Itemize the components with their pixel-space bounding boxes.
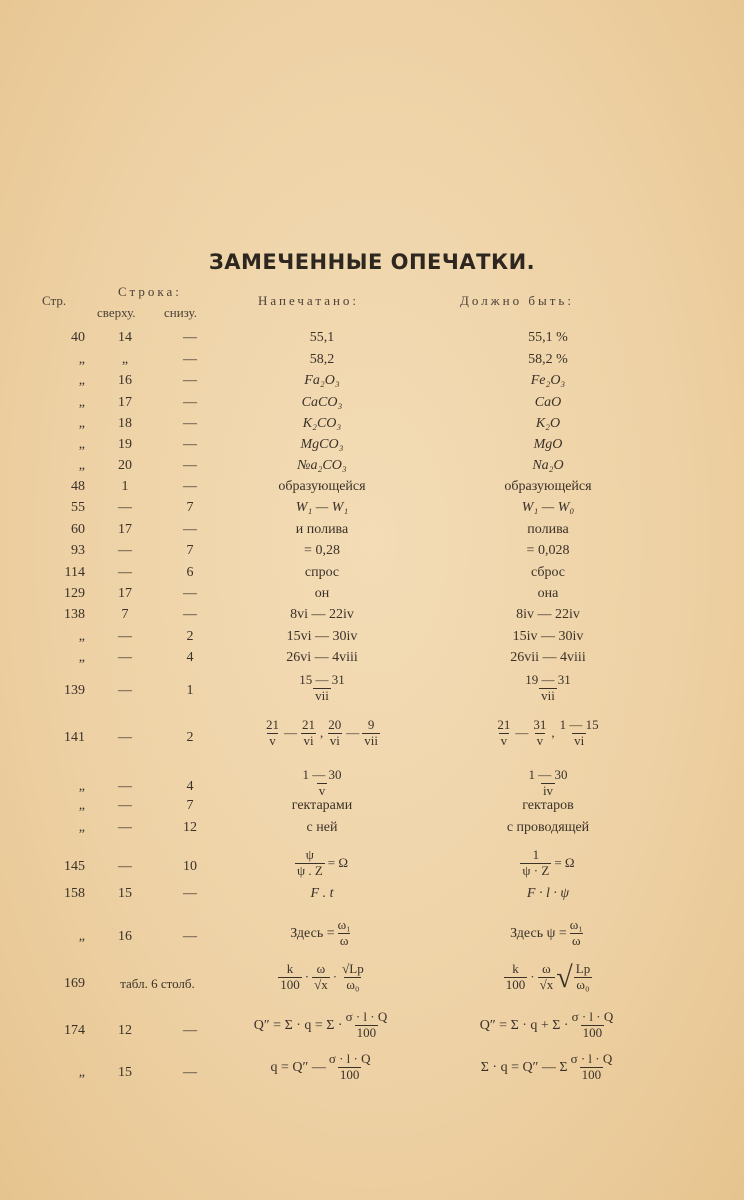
line-from-bottom: 12 — [183, 820, 197, 835]
errata-row — [0, 918, 744, 956]
line-from-top: 7 — [121, 607, 129, 622]
line-from-bottom: — — [183, 929, 197, 944]
correct-text — [432, 962, 664, 993]
fraction-denominator: ψ . Z — [296, 862, 323, 878]
line-from-top: 17 — [118, 395, 132, 410]
operator: = Ω — [327, 855, 349, 871]
line-from-top: 15 — [118, 886, 132, 901]
fraction — [301, 768, 344, 799]
printed-text — [222, 673, 422, 704]
errata-row — [0, 1052, 744, 1094]
line-from-top: 15 — [118, 1065, 132, 1080]
operator: = Ω — [554, 855, 575, 871]
fraction-denominator: vii — [364, 732, 378, 748]
correct-text: гектаров — [522, 798, 574, 813]
printed-text: = 0,28 — [304, 543, 340, 558]
page-number: 55 — [71, 500, 85, 515]
errata-row — [0, 796, 744, 816]
page-number: 60 — [71, 522, 85, 537]
errata-row — [0, 1010, 744, 1052]
correct-text — [432, 718, 664, 749]
line-from-bottom: — — [183, 479, 197, 494]
fraction-numerator: 31 — [533, 717, 547, 732]
fraction — [327, 1052, 373, 1083]
line-from-top: — — [118, 859, 132, 874]
line-from-bottom: — — [183, 373, 197, 388]
errata-row — [0, 520, 744, 540]
errata-row — [0, 605, 744, 625]
fraction-numerator: k — [286, 961, 294, 976]
correct-text: Fe₂O₃ — [530, 373, 566, 388]
printed-fraction — [296, 672, 348, 703]
fraction — [340, 962, 366, 993]
fraction-numerator: ω₁ — [569, 917, 583, 932]
line-from-bottom: — — [183, 395, 197, 410]
line-from-top: 17 — [118, 522, 132, 537]
line-from-top: 1 — [121, 479, 129, 494]
line-from-top: — — [118, 629, 132, 644]
operator: — — [515, 725, 529, 741]
errata-row — [0, 962, 744, 1006]
correct-text: сброс — [530, 565, 566, 580]
printed-text: и полива — [295, 522, 349, 537]
printed-text: образующейся — [278, 479, 366, 494]
header-printed: Напечатано: — [258, 293, 360, 308]
printed-text: 15vi — 30iv — [286, 629, 358, 644]
correct-fraction — [526, 767, 571, 798]
fraction — [264, 718, 281, 749]
page-number: 145 — [64, 859, 85, 874]
fraction-numerator: σ · l · Q — [571, 1009, 614, 1024]
fraction — [568, 918, 585, 949]
errata-row — [0, 648, 744, 668]
correct-text: Na₂O — [532, 458, 564, 473]
fraction-denominator: ω — [339, 932, 349, 948]
correct-expression — [510, 917, 586, 948]
fraction-denominator: v — [536, 732, 544, 748]
fraction-denominator: 100 — [505, 976, 526, 992]
expression-text: Q″ = Σ · q = Σ · — [253, 1017, 343, 1033]
fraction — [278, 962, 302, 993]
fraction-denominator: vii — [541, 687, 555, 703]
fraction-denominator: 100 — [339, 1066, 360, 1082]
page-number: 48 — [71, 479, 85, 494]
line-from-bottom: 1 — [186, 683, 194, 698]
fraction-denominator: vi — [303, 732, 314, 748]
errata-row — [0, 350, 744, 370]
line-from-bottom: 7 — [186, 798, 194, 813]
page-number: „ — [78, 373, 85, 388]
line-from-bottom: — — [183, 886, 197, 901]
line-from-top: — — [118, 543, 132, 558]
line-from-top: — — [118, 820, 132, 835]
errata-row — [0, 627, 744, 647]
correct-fraction — [522, 672, 574, 703]
fraction-denominator: ψ · Z — [522, 862, 550, 878]
line-from-top: 14 — [118, 330, 132, 345]
page-number: 114 — [64, 565, 85, 580]
page-number: 141 — [64, 730, 85, 745]
fraction-denominator: ω — [572, 932, 581, 948]
fraction-denominator: v — [318, 782, 326, 798]
fraction — [527, 768, 570, 799]
page-number: „ — [78, 820, 85, 835]
correct-expression — [494, 717, 601, 748]
printed-text: Fa₂O₃ — [304, 373, 340, 388]
fraction-denominator: vi — [574, 732, 585, 748]
page-number: 158 — [64, 886, 85, 901]
fraction-numerator: 21 — [266, 717, 279, 732]
line-from-bottom: 7 — [186, 500, 194, 515]
printed-text: 26vi — 4viii — [286, 650, 358, 665]
page-number: 169 — [64, 976, 85, 991]
fraction-denominator: 100 — [581, 1066, 602, 1082]
page-number: 139 — [64, 683, 85, 698]
correct-text — [432, 848, 664, 879]
fraction-numerator: 19 — 31 — [525, 672, 571, 687]
errata-row — [0, 328, 744, 348]
correct-text: 8iv — 22iv — [516, 607, 580, 622]
fraction-numerator: 1 — 15 — [559, 717, 599, 732]
header-from-bottom: снизу. — [164, 305, 197, 320]
correct-text — [432, 768, 664, 799]
fraction — [504, 962, 528, 993]
operator: , — [320, 725, 324, 741]
fraction — [574, 962, 592, 993]
errata-row — [0, 884, 744, 904]
fraction-numerator: ω₁ — [337, 917, 351, 932]
correct-text — [432, 673, 664, 704]
page-number: „ — [78, 1065, 85, 1080]
line-from-bottom: — — [183, 416, 197, 431]
page-number: „ — [78, 458, 85, 473]
correct-text: 26vii — 4viii — [510, 650, 586, 665]
errata-row — [0, 498, 744, 518]
errata-row — [0, 371, 744, 391]
fraction — [297, 673, 347, 704]
line-from-bottom: 7 — [186, 543, 194, 558]
fraction-denominator: √x — [539, 976, 554, 992]
correct-text: CaO — [534, 395, 562, 410]
page-number: „ — [78, 779, 85, 794]
line-from-top: 16 — [118, 929, 132, 944]
line-from-top: — — [118, 650, 132, 665]
page-number: 40 — [71, 330, 85, 345]
correct-text: с проводящей — [506, 820, 590, 835]
operator: — — [284, 725, 297, 741]
fraction — [326, 718, 343, 749]
page-number: 174 — [64, 1023, 85, 1038]
correct-text — [432, 1010, 664, 1041]
fraction-numerator: 1 — 30 — [302, 767, 342, 782]
line-from-top: 19 — [118, 437, 132, 452]
fraction-numerator: 20 — [328, 717, 342, 732]
fraction-denominator: 100 — [356, 1024, 377, 1040]
printed-text: 55,1 — [309, 330, 335, 345]
fraction — [558, 718, 601, 749]
fraction-numerator: 15 — 31 — [299, 672, 345, 687]
line-reference: табл. 6 столб. — [120, 976, 195, 991]
line-from-top: — — [118, 798, 132, 813]
printed-text — [222, 962, 422, 993]
fraction — [570, 1010, 616, 1041]
fraction-numerator: σ · l · Q — [570, 1051, 613, 1066]
line-from-top: — — [118, 779, 132, 794]
errata-row — [0, 818, 744, 838]
printed-text: спрос — [304, 565, 340, 580]
fraction-numerator: ψ — [305, 847, 314, 862]
correct-text: 15iv — 30iv — [512, 629, 584, 644]
correct-expression — [519, 847, 576, 878]
printed-text: W₁ — W₁ — [295, 500, 349, 515]
correct-text: образующейся — [504, 479, 592, 494]
fraction — [495, 718, 512, 749]
printed-text: с ней — [306, 820, 338, 835]
line-from-top: 20 — [118, 458, 132, 473]
line-from-bottom: — — [183, 458, 197, 473]
line-from-bottom: 6 — [186, 565, 194, 580]
errata-row — [0, 393, 744, 413]
errata-row — [0, 848, 744, 886]
printed-text: F . t — [310, 886, 334, 901]
line-from-top: — — [118, 565, 132, 580]
fraction-numerator: σ · l · Q — [328, 1051, 371, 1066]
errata-row — [0, 435, 744, 455]
fraction — [531, 718, 548, 749]
fraction-denominator: iv — [542, 782, 554, 798]
fraction — [312, 962, 330, 993]
expression-text: Здесь ψ = — [510, 925, 567, 941]
line-from-bottom: — — [183, 607, 197, 622]
line-from-top: — — [118, 683, 132, 698]
printed-text: 58,2 — [309, 352, 335, 367]
fraction-numerator: 21 — [302, 717, 315, 732]
fraction-numerator: ω — [542, 961, 551, 976]
correct-text: F · l · ψ — [526, 886, 570, 901]
correct-text: = 0,028 — [526, 543, 570, 558]
operator: · — [332, 969, 338, 985]
correct-text: 58,2 % — [528, 352, 568, 367]
correct-text: K₂O — [535, 416, 561, 431]
page-number: „ — [78, 395, 85, 410]
fraction — [362, 718, 380, 749]
fraction — [336, 918, 353, 949]
printed-text: №a₂CO₃ — [297, 458, 347, 473]
printed-text — [222, 1010, 422, 1041]
errata-row — [0, 673, 744, 709]
printed-expression — [290, 917, 353, 948]
fraction-denominator: v — [500, 732, 508, 748]
header-correct: Должно быть: — [460, 293, 574, 308]
correct-text — [432, 918, 664, 949]
errata-row — [0, 414, 744, 434]
page-number: „ — [78, 416, 85, 431]
printed-text: CaCO₃ — [301, 395, 343, 410]
fraction-denominator: ω₀ — [346, 976, 360, 992]
page-number: „ — [78, 650, 85, 665]
errata-row — [0, 563, 744, 583]
page-title: ЗАМЕЧЕННЫЕ ОПЕЧАТКИ. — [208, 250, 536, 274]
line-from-bottom: — — [183, 522, 197, 537]
printed-text — [222, 718, 422, 749]
line-from-top: 12 — [118, 1023, 132, 1038]
printed-text: 8vi — 22iv — [290, 607, 354, 622]
fraction-denominator: ω₀ — [576, 976, 590, 992]
printed-fraction — [300, 767, 345, 798]
printed-text — [222, 848, 422, 879]
page-number: 93 — [71, 543, 85, 558]
header-from-top: сверху. — [97, 305, 136, 320]
errata-row — [0, 541, 744, 561]
fraction-numerator: 1 — 30 — [528, 767, 568, 782]
line-from-bottom: — — [183, 1023, 197, 1038]
fraction — [295, 848, 325, 879]
operator: — — [346, 725, 360, 741]
line-from-top: „ — [121, 352, 129, 367]
fraction — [300, 718, 317, 749]
page-number: 129 — [64, 586, 85, 601]
correct-expression — [503, 960, 593, 994]
fraction-numerator: ω — [316, 961, 326, 976]
line-from-bottom: 4 — [186, 779, 194, 794]
printed-expression — [277, 961, 366, 992]
fraction-denominator: v — [269, 732, 276, 748]
operator: , — [551, 725, 555, 741]
line-from-bottom: — — [183, 1065, 197, 1080]
fraction-numerator: σ · l · Q — [345, 1009, 388, 1024]
fraction-numerator: 1 — [532, 847, 540, 862]
page-number: „ — [78, 437, 85, 452]
fraction-numerator: 21 — [497, 717, 511, 732]
page-number: „ — [78, 352, 85, 367]
line-from-bottom: — — [183, 352, 197, 367]
line-from-bottom: — — [183, 586, 197, 601]
line-from-bottom: 2 — [186, 730, 194, 745]
correct-text: она — [537, 586, 559, 601]
fraction-denominator: √x — [314, 976, 328, 992]
printed-expression — [263, 717, 381, 748]
line-from-top: 17 — [118, 586, 132, 601]
expression-text: Q″ = Σ · q + Σ · — [479, 1017, 569, 1033]
line-from-bottom: — — [183, 437, 197, 452]
printed-text: K₂CO₃ — [302, 416, 342, 431]
operator: · — [530, 969, 535, 985]
fraction-numerator: 9 — [367, 717, 375, 732]
fraction — [538, 962, 556, 993]
printed-text: гектарами — [291, 798, 353, 813]
correct-text: полива — [527, 522, 569, 537]
line-from-top: — — [118, 500, 132, 515]
fraction-numerator: k — [512, 961, 519, 976]
correct-text: 55,1 % — [528, 330, 568, 345]
fraction — [569, 1052, 615, 1083]
fraction — [523, 673, 573, 704]
errata-row — [0, 584, 744, 604]
radical-sign: √ — [556, 960, 573, 994]
operator: · — [304, 969, 310, 985]
page-number: 138 — [64, 607, 85, 622]
errata-row — [0, 718, 744, 758]
header-line: Строка: — [118, 284, 182, 299]
line-from-bottom: 2 — [186, 629, 194, 644]
line-from-top: — — [118, 730, 132, 745]
line-from-top: 16 — [118, 373, 132, 388]
header-page: Стр. — [42, 293, 67, 308]
correct-text: W₁ — W₀ — [521, 500, 575, 515]
page-number: „ — [78, 629, 85, 644]
fraction-denominator: 100 — [582, 1024, 603, 1040]
fraction-denominator: vi — [329, 732, 340, 748]
correct-text: MgO — [533, 437, 563, 452]
expression-text: Σ · q = Q″ — Σ — [480, 1059, 568, 1075]
fraction-numerator: √Lp — [342, 961, 364, 976]
fraction-numerator: Lp — [575, 961, 591, 976]
errata-row — [0, 477, 744, 497]
printed-text — [222, 1052, 422, 1083]
page-number: „ — [78, 798, 85, 813]
line-from-bottom: 4 — [186, 650, 194, 665]
fraction — [344, 1010, 390, 1041]
printed-text — [222, 768, 422, 799]
correct-text — [432, 1052, 664, 1083]
errata-row — [0, 456, 744, 476]
printed-text: он — [314, 586, 330, 601]
line-from-top: 18 — [118, 416, 132, 431]
line-from-bottom: 10 — [183, 859, 197, 874]
printed-text — [222, 918, 422, 949]
expression-text: q = Q″ — — [270, 1059, 326, 1075]
expression-text: Здесь = — [290, 925, 335, 941]
fraction-denominator: vii — [315, 687, 329, 703]
printed-text: MgCO₃ — [300, 437, 344, 452]
fraction-denominator: 100 — [280, 976, 300, 992]
fraction — [520, 848, 551, 879]
line-from-bottom: — — [183, 330, 197, 345]
page-number: „ — [78, 929, 85, 944]
printed-expression — [294, 847, 350, 878]
